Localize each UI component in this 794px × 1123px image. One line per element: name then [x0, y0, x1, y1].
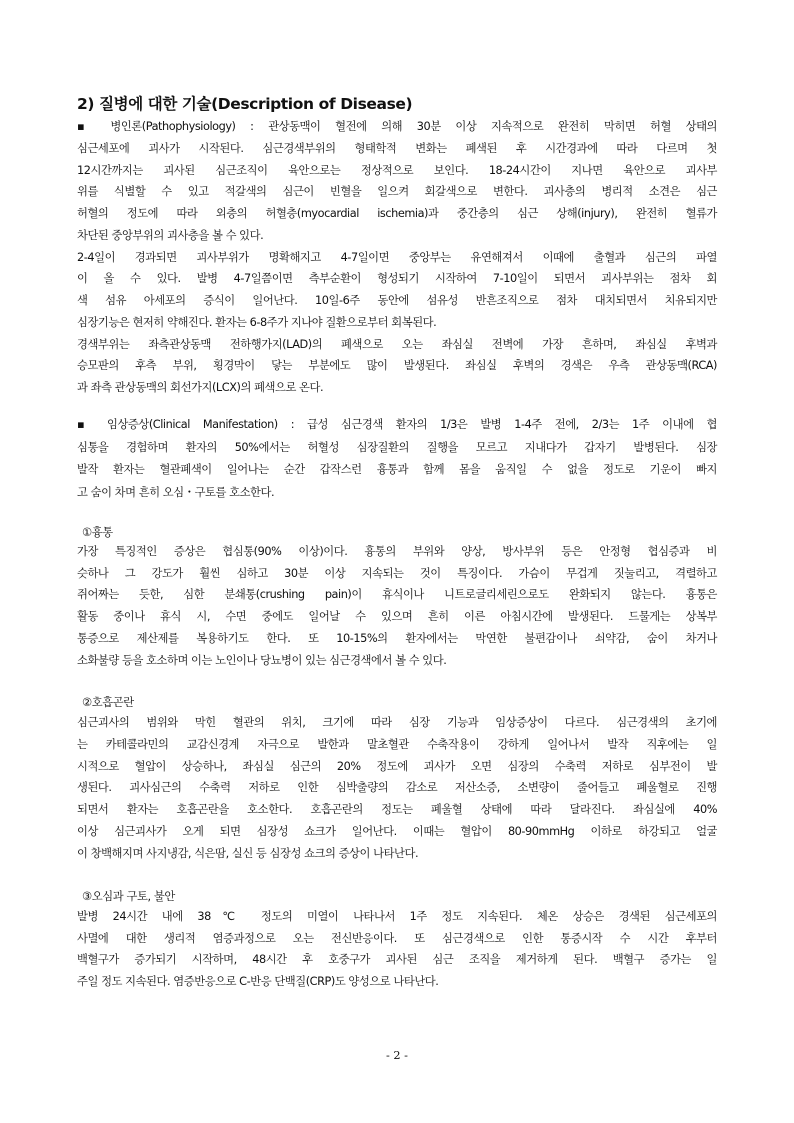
text-line: ▪ 임상증상(Clinical Manifestation) : 급성 심근경색 환자의 1/3은 발병 1-4주 전에, 2/3는 1주 이내에 협 — [77, 418, 717, 431]
text-line: 허혈의 정도에 따라 외층의 허혈층(myocardial ischemia)과 중간층의 심근 상해(injury), 완전히 혈류가 — [77, 207, 717, 220]
text-line: 과 좌측 관상동맥의 회선가지(LCX)의 폐색으로 온다. — [77, 381, 324, 394]
page-number: - 2 - — [385, 1049, 408, 1062]
text-line: 발병 24시간 내에 38℃ 정도의 미열이 나타나서 1주 정도 지속된다. 체온 상승은 경색된 심근세포의 — [77, 910, 717, 923]
text-line: 이 올 수 있다. 발병 4-7일쯤이면 측부순환이 형성되기 시작하여 7-10일이 되면서 괴사부위는 점차 회 — [77, 272, 717, 286]
text-line: 이 창백해지며 사지냉감, 식은땀, 실신 등 심장성 쇼크의 증상이 나타난다. — [77, 846, 419, 860]
text-line: 심장기능은 현저히 약해진다. 환자는 6-8주가 지나야 질환으로부터 회복된다. — [77, 315, 437, 329]
chest-pain-heading: ①흉통 — [82, 526, 113, 539]
text-line: 발작 환자는 혈관폐색이 일어나는 순간 갑작스런 흉통과 함께 몸을 움직일 수 없을 정도로 기운이 빠지 — [77, 463, 717, 477]
text-line: 고 숨이 차며 흔히 오심・구토를 호소한다. — [77, 485, 275, 499]
text-line: 위를 식별할 수 있고 적갈색의 심근이 빈혈을 일으켜 회갈색으로 변한다. 괴사층의 병리적 소견은 심근 — [77, 185, 717, 199]
text-line: 통증으로 제산제를 복용하기도 한다. 또 10-15%의 환자에서는 막연한 불편감이나 쇠약감, 숨이 차거나 — [77, 631, 717, 645]
section-title: 2) 질병에 대한 기술(Description of Disease) — [77, 95, 413, 113]
text-line: ▪ 병인론(Pathophysiology) : 관상동맥이 혈전에 의해 30분 이상 지속적으로 완전히 막히면 허혈 상태의 — [77, 120, 717, 133]
nausea-heading: ③오심과 구토, 불안 — [82, 890, 175, 903]
dyspnea-heading: ②호흡곤란 — [82, 696, 134, 709]
text-line: 이상 심근괴사가 오게 되면 심장성 쇼크가 일어난다. 이때는 혈압이 80-90mmHg 이하로 하강되고 얼굴 — [77, 825, 717, 838]
text-line: 주일 정도 지속된다. 염증반응으로 C-반응 단백질(CRP)도 양성으로 나타난다. — [77, 974, 439, 988]
text-line: 되면서 환자는 호흡곤란을 호소한다. 호흡곤란의 정도는 폐울혈 상태에 따라 달라진다. 좌심실에 40% — [77, 803, 717, 817]
text-line: 차단된 중앙부위의 괴사층을 볼 수 있다. — [77, 228, 264, 242]
text-line: 는 카테콜라민의 교감신경계 자극으로 발한과 말초혈관 수축작용이 강하게 일어나서 발작 직후에는 일 — [77, 737, 717, 751]
text-line: 심통을 경험하며 환자의 50%에서는 허혈성 심장질환의 질행을 모르고 지내다가 갑자기 발병된다. 심장 — [77, 440, 717, 454]
text-line: 사멸에 대한 생리적 염증과정으로 오는 전신반응이다. 또 심근경색으로 인한 통증시작 수 시간 후부터 — [77, 931, 717, 945]
text-line: 승모판의 후측 부위, 횡경막이 닿는 부분에도 많이 발생된다. 좌심실 후벽의 경색은 우측 관상동맥(RCA) — [77, 359, 717, 373]
text-line: 활동 중이나 휴식 시, 수면 중에도 일어날 수 있으며 흔히 이른 아침시간에 발생된다. 드물게는 상복부 — [77, 610, 717, 624]
text-line: 심근세포에 괴사가 시작된다. 심근경색부위의 형태학적 변화는 폐색된 후 시간경과에 따라 다르며 첫 — [77, 141, 717, 155]
text-line: 슷하나 그 강도가 훨씬 심하고 30분 이상 지속되는 것이 특징이다. 가슴이 무겁게 짓눌리고, 격렬하고 — [77, 566, 717, 580]
text-line: 소화불량 등을 호소하며 이는 노인이나 당뇨병이 있는 심근경색에서 볼 수 있다. — [77, 653, 447, 667]
text-line: 생된다. 괴사심근의 수축력 저하로 인한 심박출량의 감소로 저산소증, 소변량이 줄어들고 폐울혈로 진행 — [77, 781, 717, 795]
text-line: 쥐어짜는 듯한, 심한 분쇄통(crushing pain)이 휴식이나 니트로글리세린으로도 완화되지 않는다. 흉통은 — [77, 588, 717, 602]
text-line: 색 섬유 아세포의 증식이 일어난다. 10일-6주 동안에 섬유성 반흔조직으로 점차 대치되면서 치유되지만 — [77, 294, 717, 307]
text-line: 가장 특징적인 증상은 협심통(90% 이상)이다. 흉통의 부위와 양상, 방사부위 등은 안정형 협심증과 비 — [77, 545, 717, 558]
text-line: 경색부위는 좌측관상동맥 전하행가지(LAD)의 폐색으로 오는 좌심실 전벽에 가장 흔하며, 좌심실 후벽과 — [77, 337, 717, 351]
text-line: 심근괴사의 범위와 막힌 혈관의 위치, 크기에 따라 심장 기능과 임상증상이 다르다. 심근경색의 초기에 — [77, 716, 717, 729]
text-line: 12시간까지는 괴사된 심근조직이 육안으로는 정상적으로 보인다. 18-24시간이 지나면 육안으로 괴사부 — [77, 163, 717, 177]
text-line: 백혈구가 증가되기 시작하며, 48시간 후 호중구가 괴사된 심근 조직을 제거하게 된다. 백혈구 증가는 일 — [77, 953, 717, 967]
text-line: 2-4일이 경과되면 괴사부위가 명확해지고 4-7일이면 중앙부는 유연해져서 이때에 출혈과 심근의 파열 — [77, 250, 717, 264]
text-line: 시적으로 혈압이 상승하나, 좌심실 심근의 20% 정도에 괴사가 오면 심장의 수축력 저하로 심부전이 발 — [77, 759, 717, 773]
